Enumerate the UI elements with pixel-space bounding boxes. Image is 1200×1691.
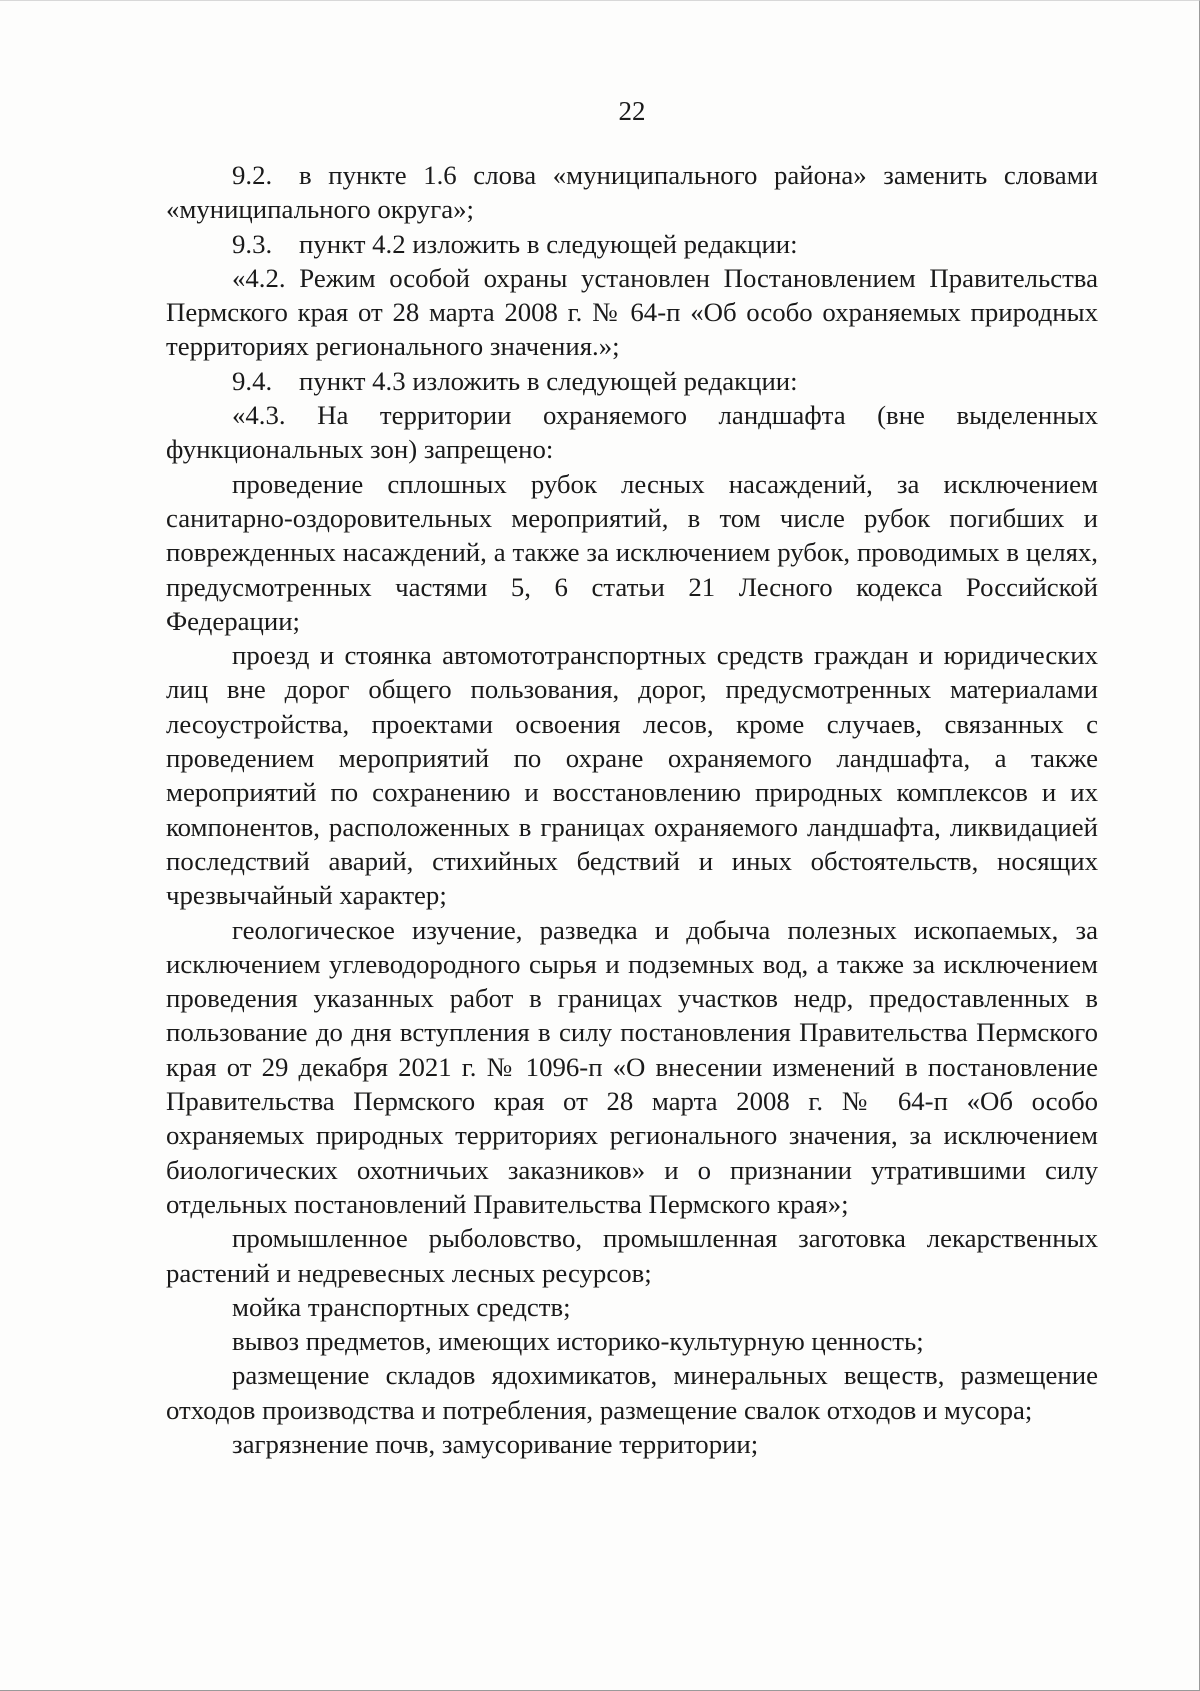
paragraph-export-items: вывоз предметов, имеющих историко-культурную ценность; [232, 1326, 924, 1357]
paragraph-industrial-fishing: промышленное рыболовство, промышленная заготовка лекарственных растений и недревесных лесных ресурсов; [166, 1223, 1098, 1288]
paragraph-9-3: 9.3. пункт 4.2 изложить в следующей редакции: [232, 228, 798, 259]
page-number: 22 [618, 96, 646, 126]
paragraph-4-2-text: «4.2. Режим особой охраны установлен Постановлением Правительства Пермского края от 28 марта 2008 г. № 64-п «Об особо охраняемых природных территориях регионального значения.»; [166, 262, 1098, 362]
document-body [166, 158, 1098, 1461]
paragraph-9-4: 9.4. пункт 4.3 изложить в следующей редакции: [232, 365, 798, 396]
paragraph-vehicle-traffic: проезд и стоянка автомототранспортных средств граждан и юридических лиц вне дорог общего пользования, дорог, предусмотренных материалами лесоустройства, проектами освоения лесов, кроме случаев, связанных с проведением мероприятий по охране охраняемого ландшафта, а также мероприятий по сохранению и восстановлению природных комплексов и их компонентов, расположенных в границах охраняемого ландшафта, ликвидацией последствий аварий, стихийных бедствий и иных обстоятельств, носящих чрезвычайный характер; [166, 640, 1098, 911]
paragraph-clear-cutting: проведение сплошных рубок лесных насаждений, за исключением санитарно-оздоровительных мероприятий, в том числе рубок погибших и поврежденных насаждений, а также за исключением рубок, проводимых в целях, предусмотренных частями 5, 6 статьи 21 Лесного кодекса Российской Федерации; [166, 468, 1098, 636]
paragraph-chemical-storage: размещение складов ядохимикатов, минеральных веществ, размещение отходов производства и потребления, размещение свалок отходов и мусора; [166, 1360, 1098, 1425]
paragraph-4-3-intro: «4.3. На территории охраняемого ландшафта (вне выделенных функциональных зон) запрещено: [166, 400, 1098, 465]
paragraph-soil-pollution: загрязнение почв, замусоривание территории; [232, 1428, 759, 1459]
paragraph-vehicle-washing: мойка транспортных средств; [232, 1291, 571, 1322]
paragraph-geological-study: геологическое изучение, разведка и добыча полезных ископаемых, за исключением углеводородного сырья и подземных вод, а также за исключением проведения указанных работ в границах участков недр, предоставленных в пользование до дня вступления в силу постановления Правительства Пермского края от 29 декабря 2021 г. № 1096-п «О внесении изменений в постановление Правительства Пермского края от 28 марта 2008 г. № 64-п «Об особо охраняемых природных территориях регионального значения, за исключением биологических охотничьих заказников» и о признании утратившими силу отдельных постановлений Правительства Пермского края»; [166, 914, 1098, 1219]
paragraph-9-2: 9.2. в пункте 1.6 слова «муниципального района» заменить словами «муниципального округа»; [166, 160, 1098, 225]
